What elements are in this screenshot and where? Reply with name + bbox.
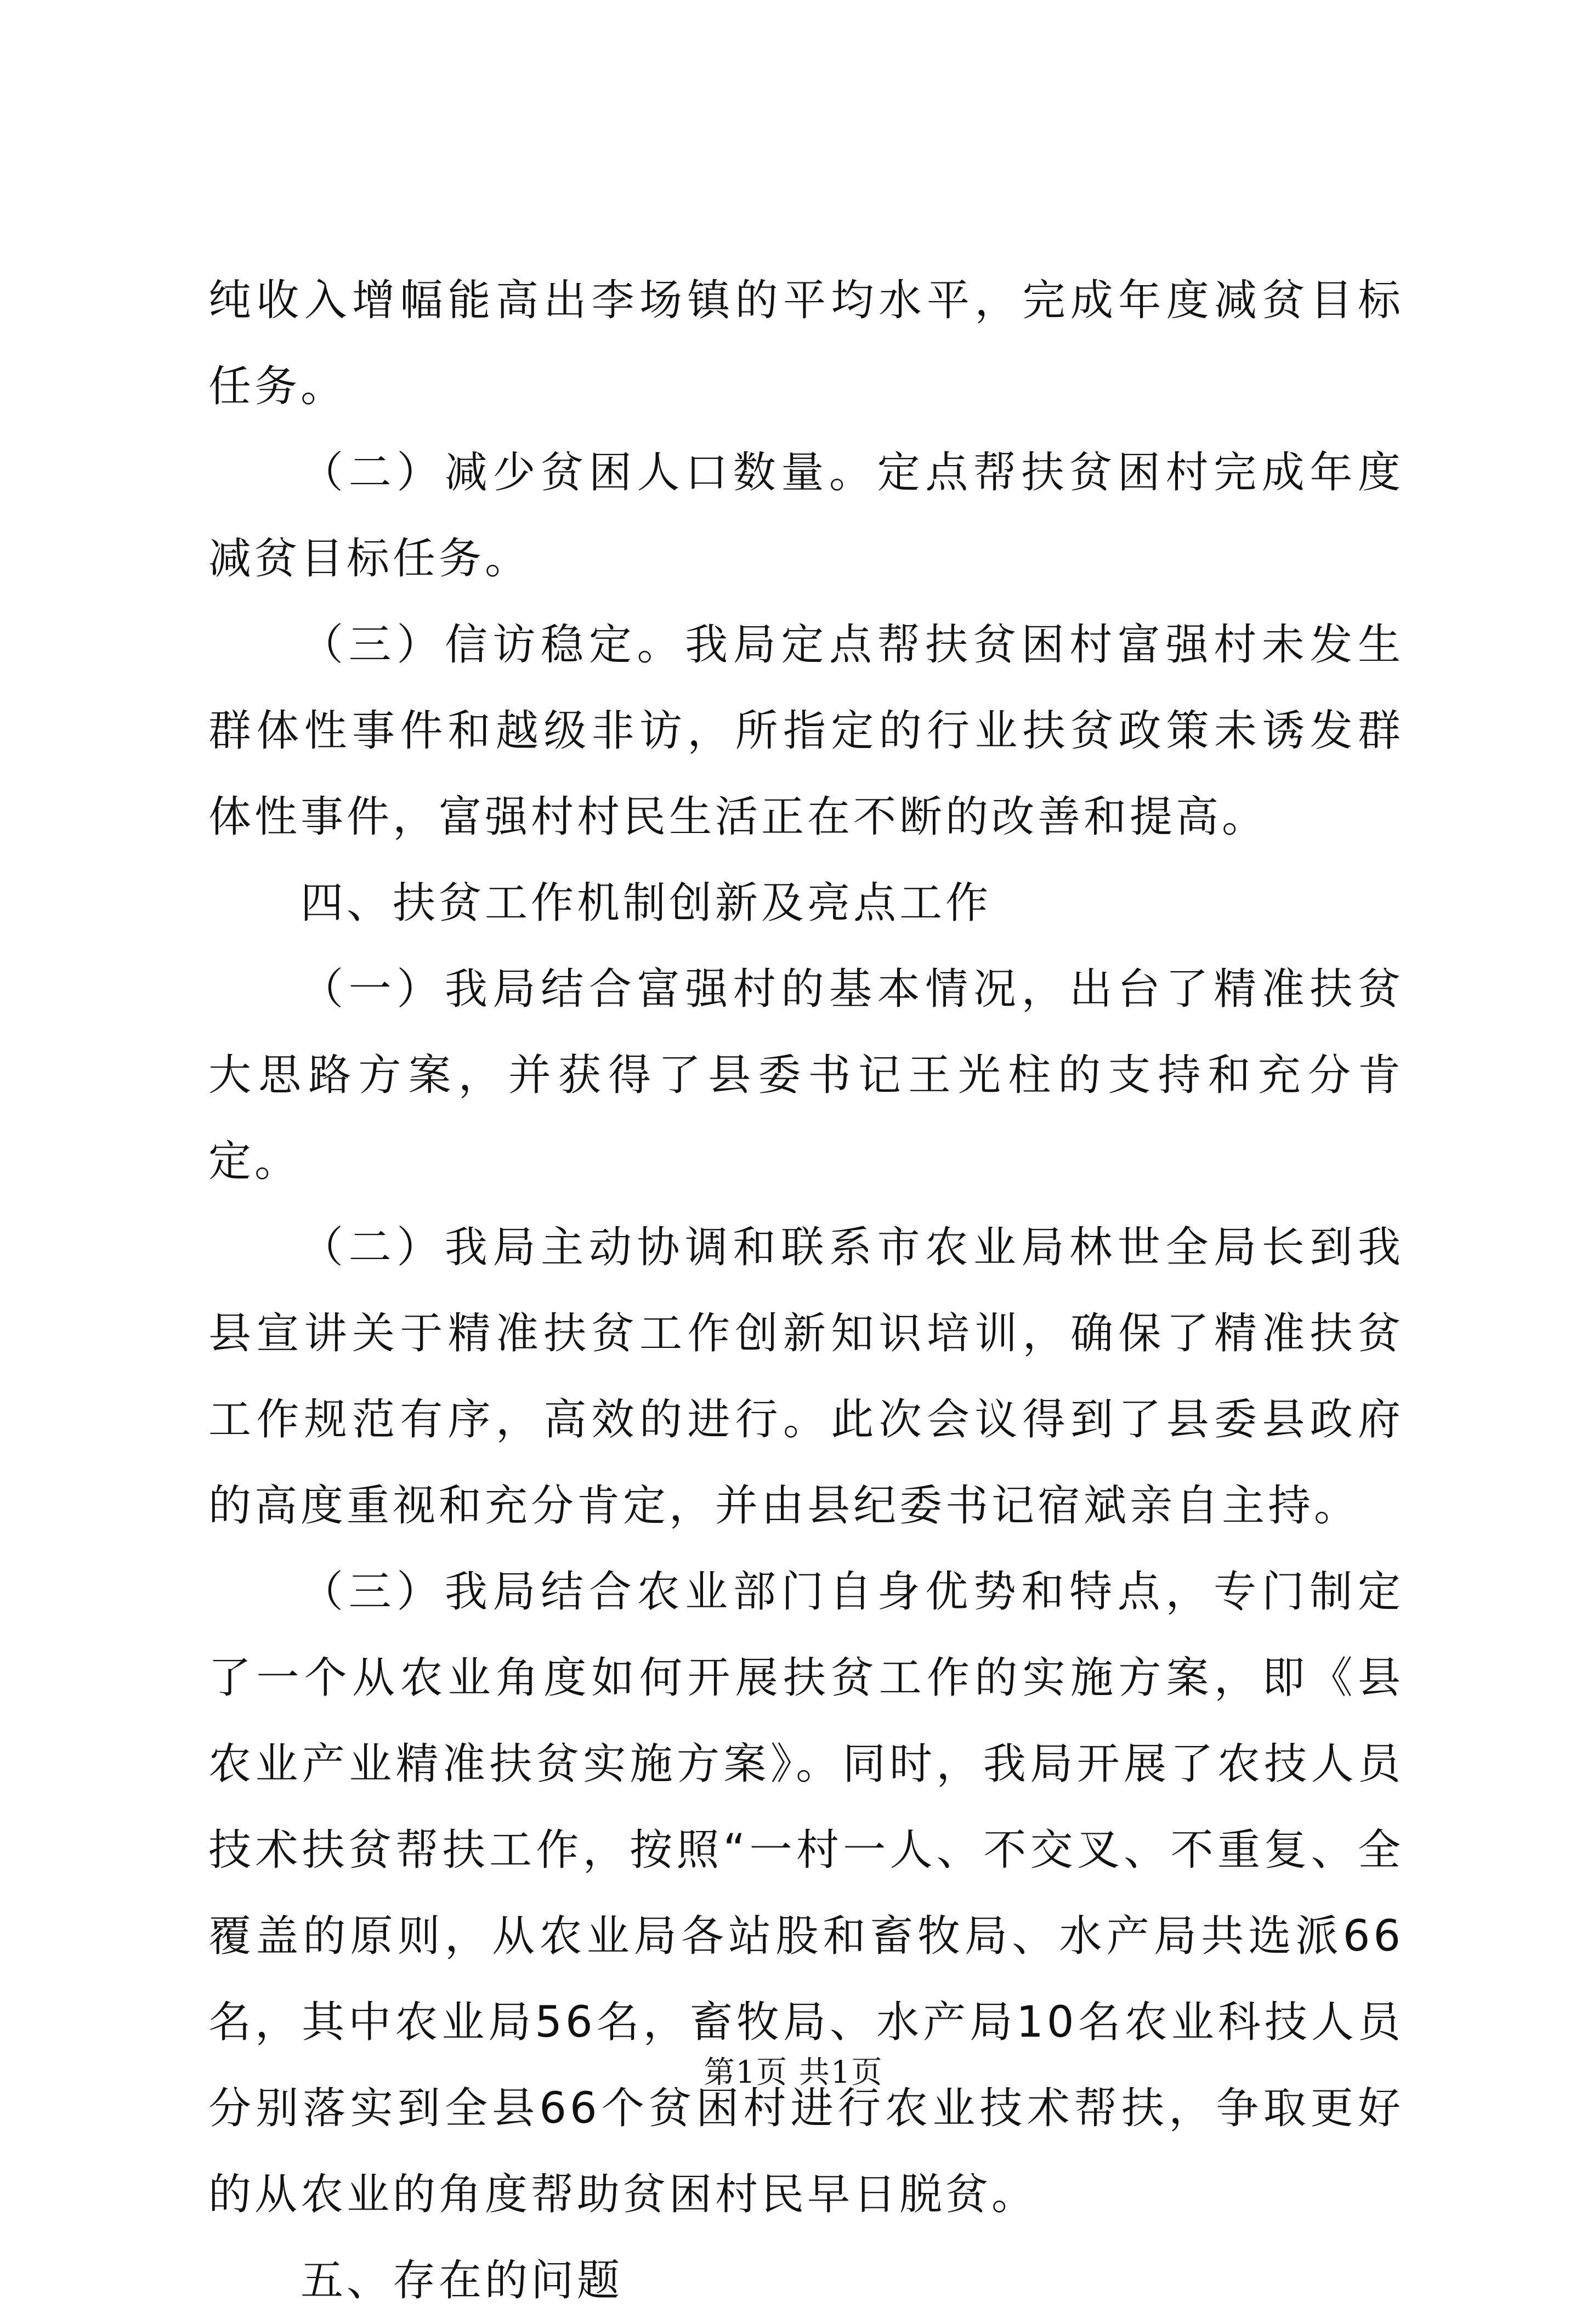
paragraph-plan: （一）我局结合富强村的基本情况，出台了精准扶贫大思路方案，并获得了县委书记王光柱的支持和充分肯定。 <box>208 965 1404 1186</box>
section-heading-innovation: 四、扶贫工作机制创新及亮点工作 <box>301 878 992 928</box>
page-footer: 第1页 共1页 <box>704 2055 883 2090</box>
paragraph-agri-plan: （三）我局结合农业部门自身优势和特点，专门制定了一个从农业角度如何开展扶贫工作的实施方案，即《县农业产业精准扶贫实施方案》。同时，我局开展了农技人员技术扶贫帮扶工作，按照“一村一人、不交叉、不重复、全覆盖的原则，从农业局各站股和畜牧局、水产局共选派66名，其中农业局56名，畜牧局、水产局10名农业科技人员分别落实到全县66个贫困村进行农业技术帮扶，争取更好的从农业的角度帮助贫困村民早日脱贫。 <box>208 1567 1404 2219</box>
paragraph-income: 纯收入增幅能高出李场镇的平均水平，完成年度减贫目标任务。 <box>208 276 1404 411</box>
section-heading-problems: 五、存在的问题 <box>301 2256 624 2305</box>
paragraph-reduce-poverty: （二）减少贫困人口数量。定点帮扶贫困村完成年度减贫目标任务。 <box>208 448 1404 583</box>
document-body <box>208 258 1404 2324</box>
paragraph-petition-stability: （三）信访稳定。我局定点帮扶贫困村富强村未发生群体性事件和越级非访，所指定的行业扶贫政策未诱发群体性事件，富强村村民生活正在不断的改善和提高。 <box>208 620 1404 842</box>
paragraph-training: （二）我局主动协调和联系市农业局林世全局长到我县宣讲关于精准扶贫工作创新知识培训，确保了精准扶贫工作规范有序，高效的进行。此次会议得到了县委县政府的高度重视和充分肯定，并由县纪委书记宿斌亲自主持。 <box>208 1223 1404 1531</box>
